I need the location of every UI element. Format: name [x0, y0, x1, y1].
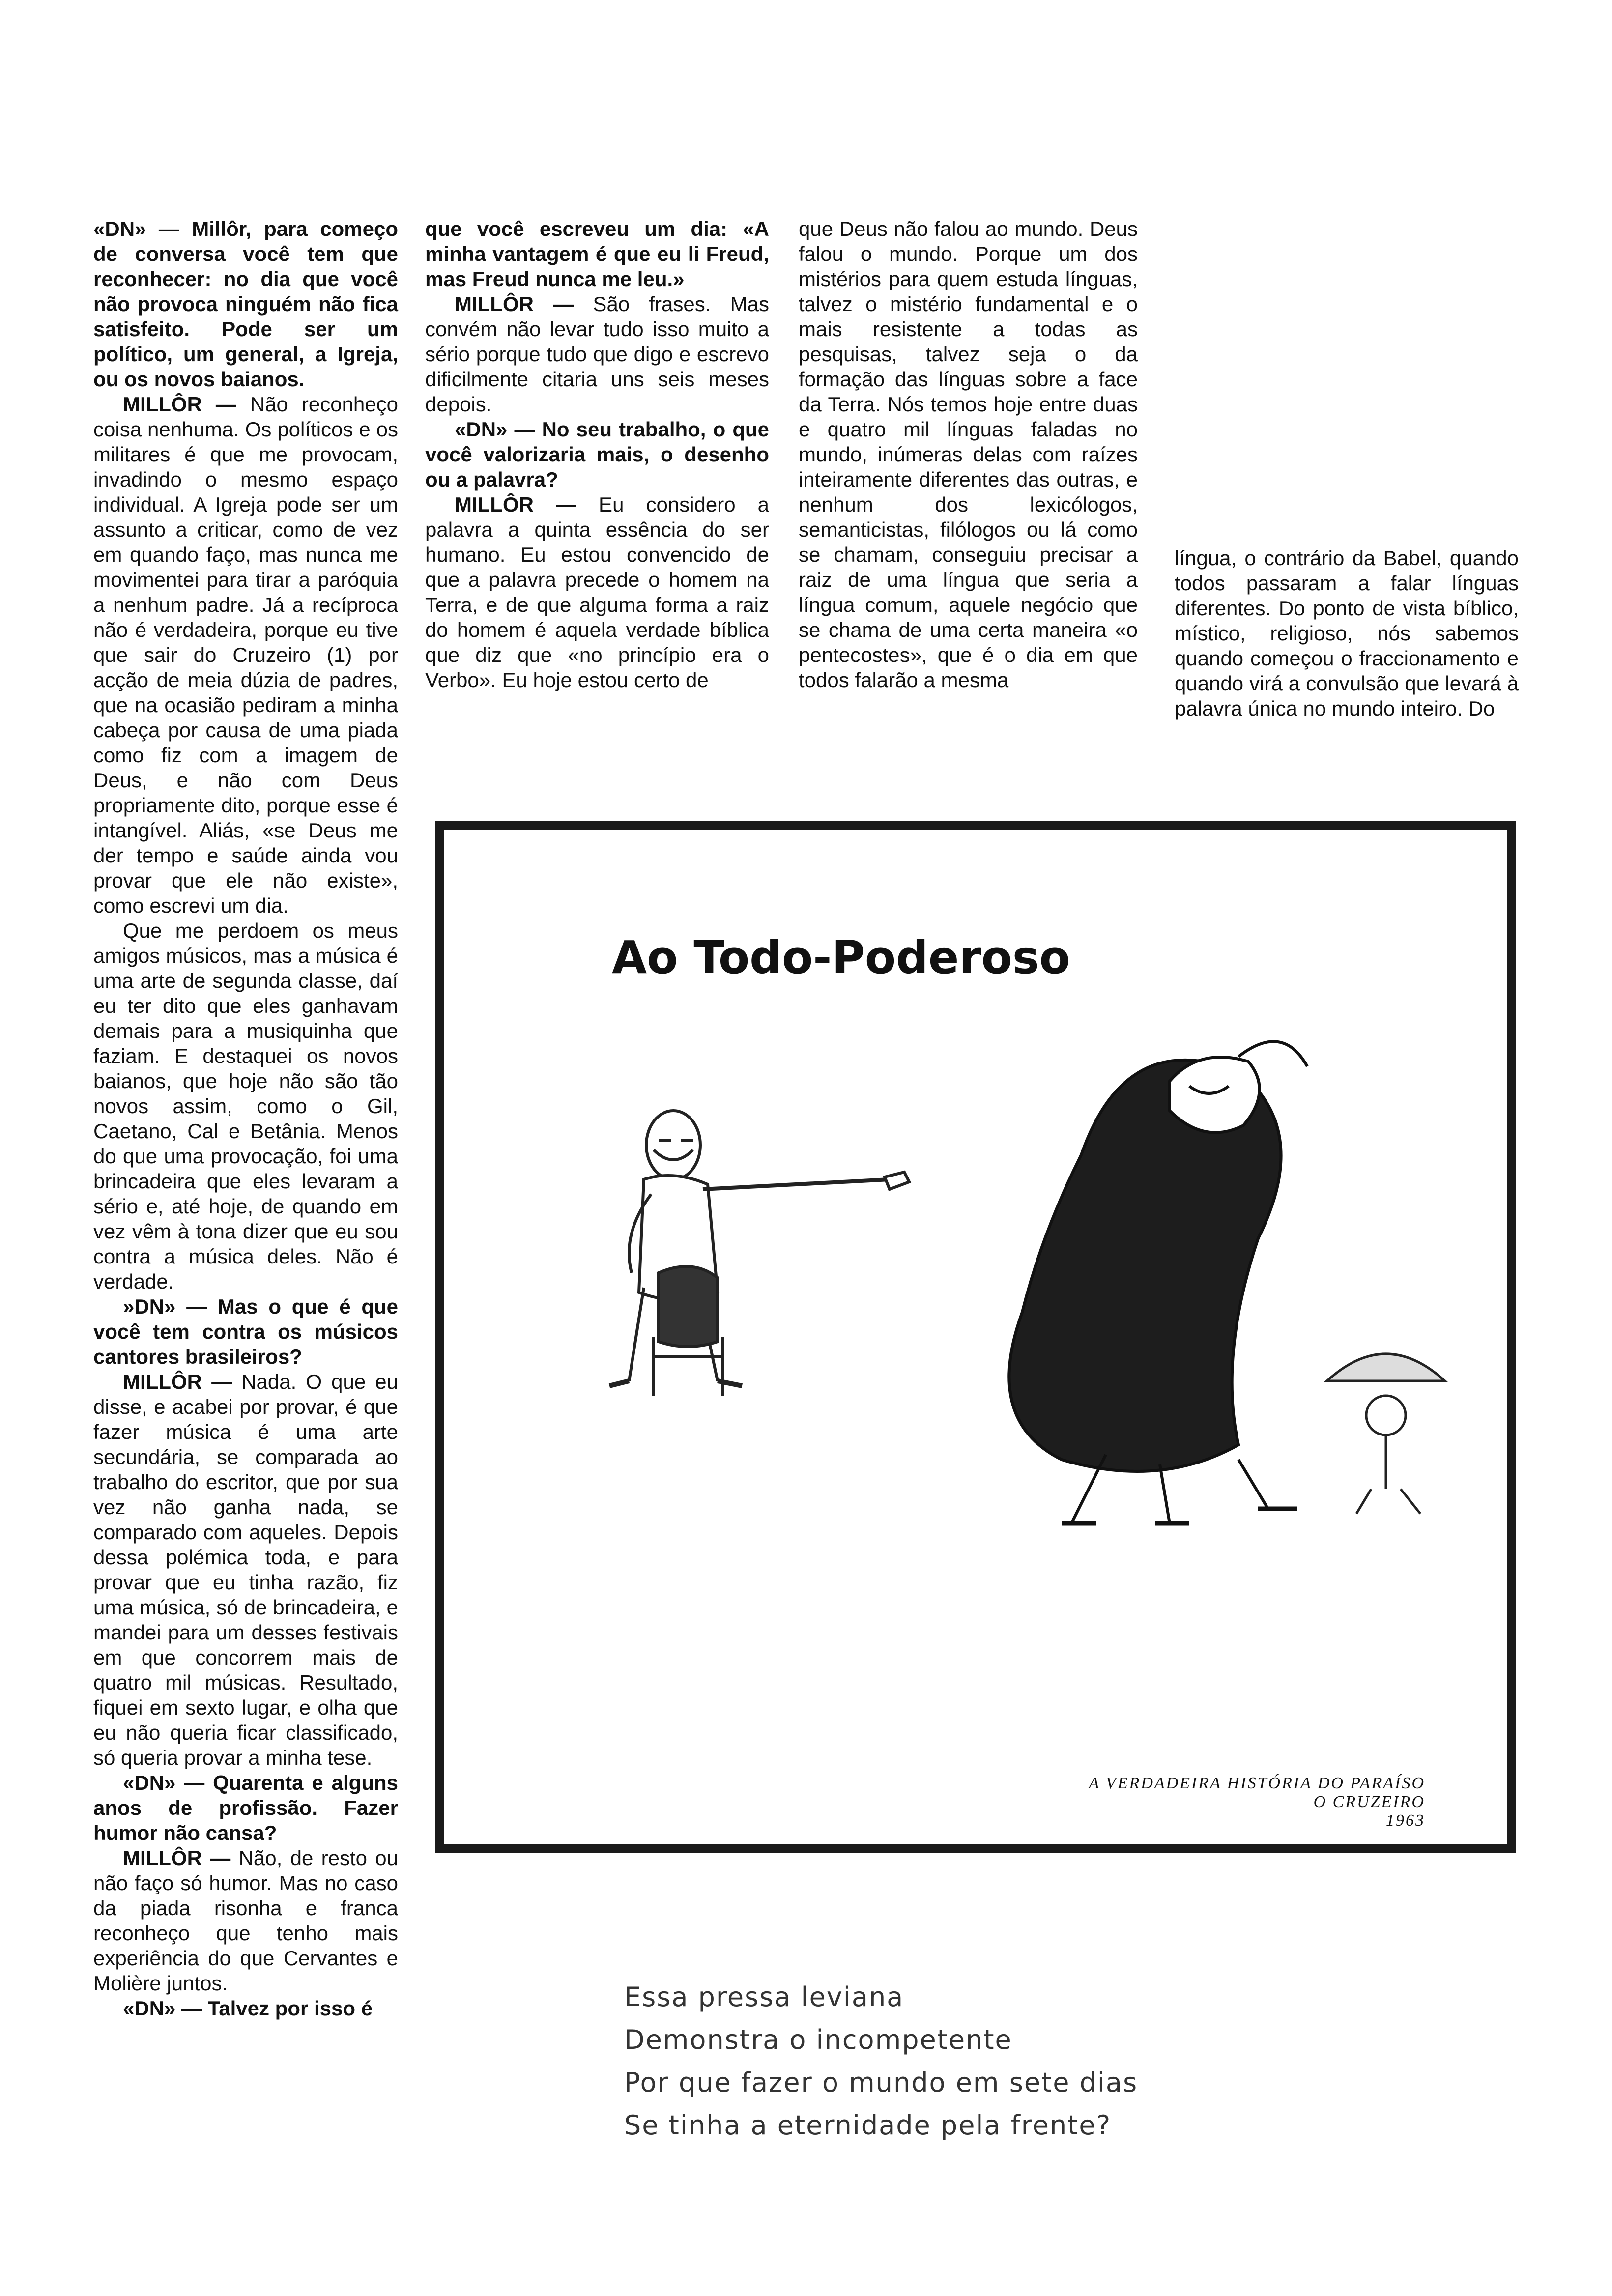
answer-text: Eu considero a palavra a quinta essência do ser humano. Eu estou convencido de que a palavra precede o homem na Terra, e de que alguma forma a raiz do homem é aquela verdade bíblica que diz que «no princípio era o Verbo». Eu hoje estou certo de	[425, 493, 769, 691]
poem-line: Demonstra o incompetente	[624, 2024, 1012, 2055]
interview-answer	[93, 1369, 398, 1770]
article-column-1	[93, 216, 398, 2021]
interview-question: que você escreveu um dia: «A minha vantagem é que eu li Freud, mas Freud nunca me leu.»	[425, 217, 769, 290]
credit-line: 1963	[1386, 1811, 1425, 1830]
interview-answer	[93, 392, 398, 918]
article-column-2	[425, 216, 769, 692]
paragraph: língua, o contrário da Babel, quando todos passaram a falar línguas diferentes. Do ponto de vista bíblico, místico, religioso, nós sabemos quando começou o fraccionamento e quando virá a convulsão que levará à palavra única no mundo inteiro. Do	[1175, 546, 1519, 720]
cartoon-title: Ao Todo-Poderoso	[612, 931, 1070, 984]
small-figure	[1327, 1354, 1445, 1514]
poem-line: Essa pressa leviana	[624, 1981, 904, 2012]
speaker-label: MILLÔR —	[123, 1846, 231, 1869]
interview-question: »DN» — Mas o que é que você tem contra os músicos cantores brasileiros?	[93, 1295, 398, 1368]
article-column-4	[1175, 545, 1519, 721]
interview-question: «DN» — Talvez por isso é	[123, 1997, 373, 2020]
answer-text: São frases. Mas convém não levar tudo isso muito a sério porque tudo que digo e escrevo dificilmente citaria uns seis meses depois.	[425, 292, 770, 416]
poem-line: Por que fazer o mundo em sete dias	[624, 2067, 1138, 2098]
interview-answer	[93, 1845, 398, 1996]
credit-line: O CRUZEIRO	[1313, 1793, 1425, 1811]
interview-answer	[425, 492, 769, 692]
poem-line: Se tinha a eternidade pela frente?	[624, 2110, 1112, 2141]
robed-figure	[1009, 1041, 1307, 1523]
answer-text: Nada. O que eu disse, e acabei por provar, é que fazer música é uma arte secundária, se comparada ao trabalho do escritor, que por sua vez não ganha nada, se comparado com aqueles. Depois dessa polémica toda, e para provar que eu tinha razão, fiz uma música, só de brincadeira, e mandei para um desses festivais em que concorrem mais de quatro mil músicas. Resultado, fiquei em sexto lugar, e olha que eu não queria ficar classificado, só queria provar a minha tese.	[93, 1370, 399, 1769]
answer-text: Não, de resto ou não faço só humor. Mas no caso da piada risonha e franca reconheço que tenho mais experiência do que Cervantes e Molière juntos.	[93, 1846, 399, 1995]
speaker-label: MILLÔR —	[123, 393, 236, 416]
answer-text: Não reconheço coisa nenhuma. Os políticos e os militares é que me provocam, invadindo o mesmo espaço individual. A Igreja pode ser um assunto a criticar, como de vez em quando faço, mas nunca me movimentei para tirar a paróquia a nenhum padre. Já a recíproca não é verdadeira, porque eu tive que sair do Cruzeiro (1) por acção de meia dúzia de padres, que na ocasião pediram a minha cabeça por causa de uma piada como fiz com a imagem de Deus, e não com Deus propriamente dito, porque esse é intangível. Aliás, «se Deus me der tempo e saúde ainda vou provar que ele não existe», como escrevi um dia.	[93, 393, 398, 917]
speaker-label: MILLÔR —	[455, 292, 574, 316]
interview-question: «DN» — Millôr, para começo de conversa você tem que reconhecer: no dia que você não provoca ninguém não fica satisfeito. Pode ser um político, um general, a Igreja, ou os novos baianos.	[93, 217, 398, 391]
credit-line: A VERDADEIRA HISTÓRIA DO PARAÍSO	[1089, 1774, 1425, 1792]
interview-question: «DN» — No seu trabalho, o que você valorizaria mais, o desenho ou a palavra?	[425, 418, 769, 491]
seated-man-figure	[609, 1111, 909, 1396]
speaker-label: MILLÔR —	[123, 1370, 232, 1393]
poem	[624, 1976, 1312, 2147]
article-column-3	[799, 216, 1138, 692]
interview-question: «DN» — Quarenta e alguns anos de profissão. Fazer humor não cansa?	[93, 1771, 398, 1844]
paragraph: que Deus não falou ao mundo. Deus falou o mundo. Porque um dos mistérios para quem estuda línguas, talvez o mistério fundamental e o mais resistente a todas as pesquisas, talvez seja o da formação das línguas sobre a face da Terra. Nós temos hoje entre duas e quatro mil línguas faladas no mundo, inúmeras delas com raízes inteiramente diferentes das outras, e nenhum dos lexicólogos, semanticistas, filólogos ou lá como se chamam, conseguiu precisar a raiz de uma língua que seria a língua comum, aquele negócio que se chama de uma certa maneira «o pentecostes», que é o dia em que todos falarão a mesma	[799, 217, 1138, 691]
cartoon-credit	[983, 1774, 1425, 1830]
paragraph: Que me perdoem os meus amigos músicos, mas a música é uma arte de segunda classe, daí eu ter dito que eles ganhavam demais para a musiquinha que faziam. E destaquei os novos baianos, que hoje não são tão novos assim, como o Gil, Caetano, Cal e Betânia. Menos do que uma provocação, foi uma brincadeira que eles levaram a sério e, até hoje, de quando em vez vêm à tona dizer que eu sou contra a música deles. Não é verdade.	[93, 919, 398, 1293]
interview-answer	[425, 291, 769, 417]
cartoon-illustration	[541, 983, 1474, 1533]
speaker-label: MILLÔR —	[455, 493, 577, 516]
